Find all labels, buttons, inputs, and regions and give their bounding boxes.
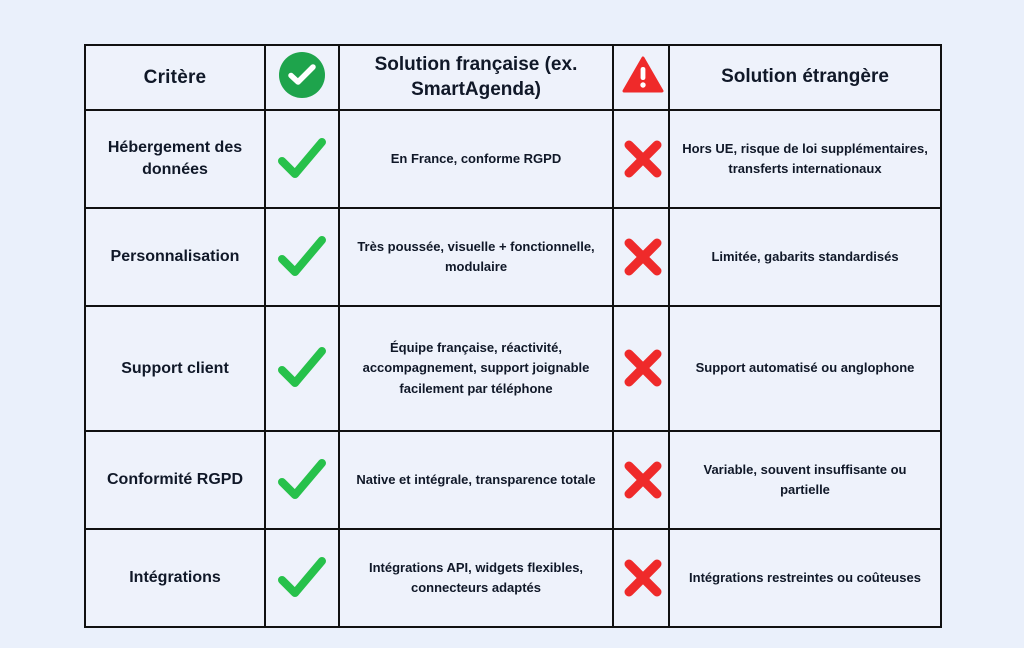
table-body bbox=[85, 110, 941, 627]
cell-french-solution: Intégrations API, widgets flexibles, connecteurs adaptés bbox=[339, 529, 613, 627]
check-icon bbox=[265, 529, 339, 627]
column-header-check-badge bbox=[265, 45, 339, 110]
cell-french-solution: En France, conforme RGPD bbox=[339, 110, 613, 208]
cell-foreign-solution: Variable, souvent insuffisante ou partielle bbox=[669, 431, 941, 529]
cell-foreign-solution: Support automatisé ou anglophone bbox=[669, 306, 941, 432]
cell-criteria: Conformité RGPD bbox=[85, 431, 265, 529]
table-row bbox=[85, 110, 941, 208]
cross-icon bbox=[613, 529, 669, 627]
cell-criteria: Hébergement des données bbox=[85, 110, 265, 208]
cell-french-solution: Très poussée, visuelle + fonctionnelle, modulaire bbox=[339, 208, 613, 306]
table-header bbox=[85, 45, 941, 110]
column-header-foreign-solution: Solution étrangère bbox=[669, 45, 941, 110]
column-header-french-solution: Solution française (ex. SmartAgenda) bbox=[339, 45, 613, 110]
table-row bbox=[85, 208, 941, 306]
table-header-row bbox=[85, 45, 941, 110]
cell-foreign-solution: Hors UE, risque de loi supplémentaires, transferts internationaux bbox=[669, 110, 941, 208]
check-icon bbox=[265, 110, 339, 208]
cell-french-solution: Équipe française, réactivité, accompagnement, support joignable facilement par téléphone bbox=[339, 306, 613, 432]
cross-icon bbox=[613, 306, 669, 432]
column-header-criteria: Critère bbox=[85, 45, 265, 110]
cross-icon bbox=[613, 208, 669, 306]
cross-icon bbox=[613, 110, 669, 208]
column-header-warning-badge bbox=[613, 45, 669, 110]
cell-criteria: Intégrations bbox=[85, 529, 265, 627]
warning-triangle-icon bbox=[622, 56, 664, 94]
cell-foreign-solution: Limitée, gabarits standardisés bbox=[669, 208, 941, 306]
comparison-table-wrapper bbox=[84, 44, 940, 628]
cell-french-solution: Native et intégrale, transparence totale bbox=[339, 431, 613, 529]
cell-criteria: Personnalisation bbox=[85, 208, 265, 306]
table-row bbox=[85, 529, 941, 627]
check-icon bbox=[265, 208, 339, 306]
cross-icon bbox=[613, 431, 669, 529]
check-icon bbox=[265, 306, 339, 432]
check-icon bbox=[265, 431, 339, 529]
table-row bbox=[85, 306, 941, 432]
comparison-table bbox=[84, 44, 942, 628]
cell-foreign-solution: Intégrations restreintes ou coûteuses bbox=[669, 529, 941, 627]
table-row bbox=[85, 431, 941, 529]
cell-criteria: Support client bbox=[85, 306, 265, 432]
check-circle-icon bbox=[279, 52, 325, 98]
